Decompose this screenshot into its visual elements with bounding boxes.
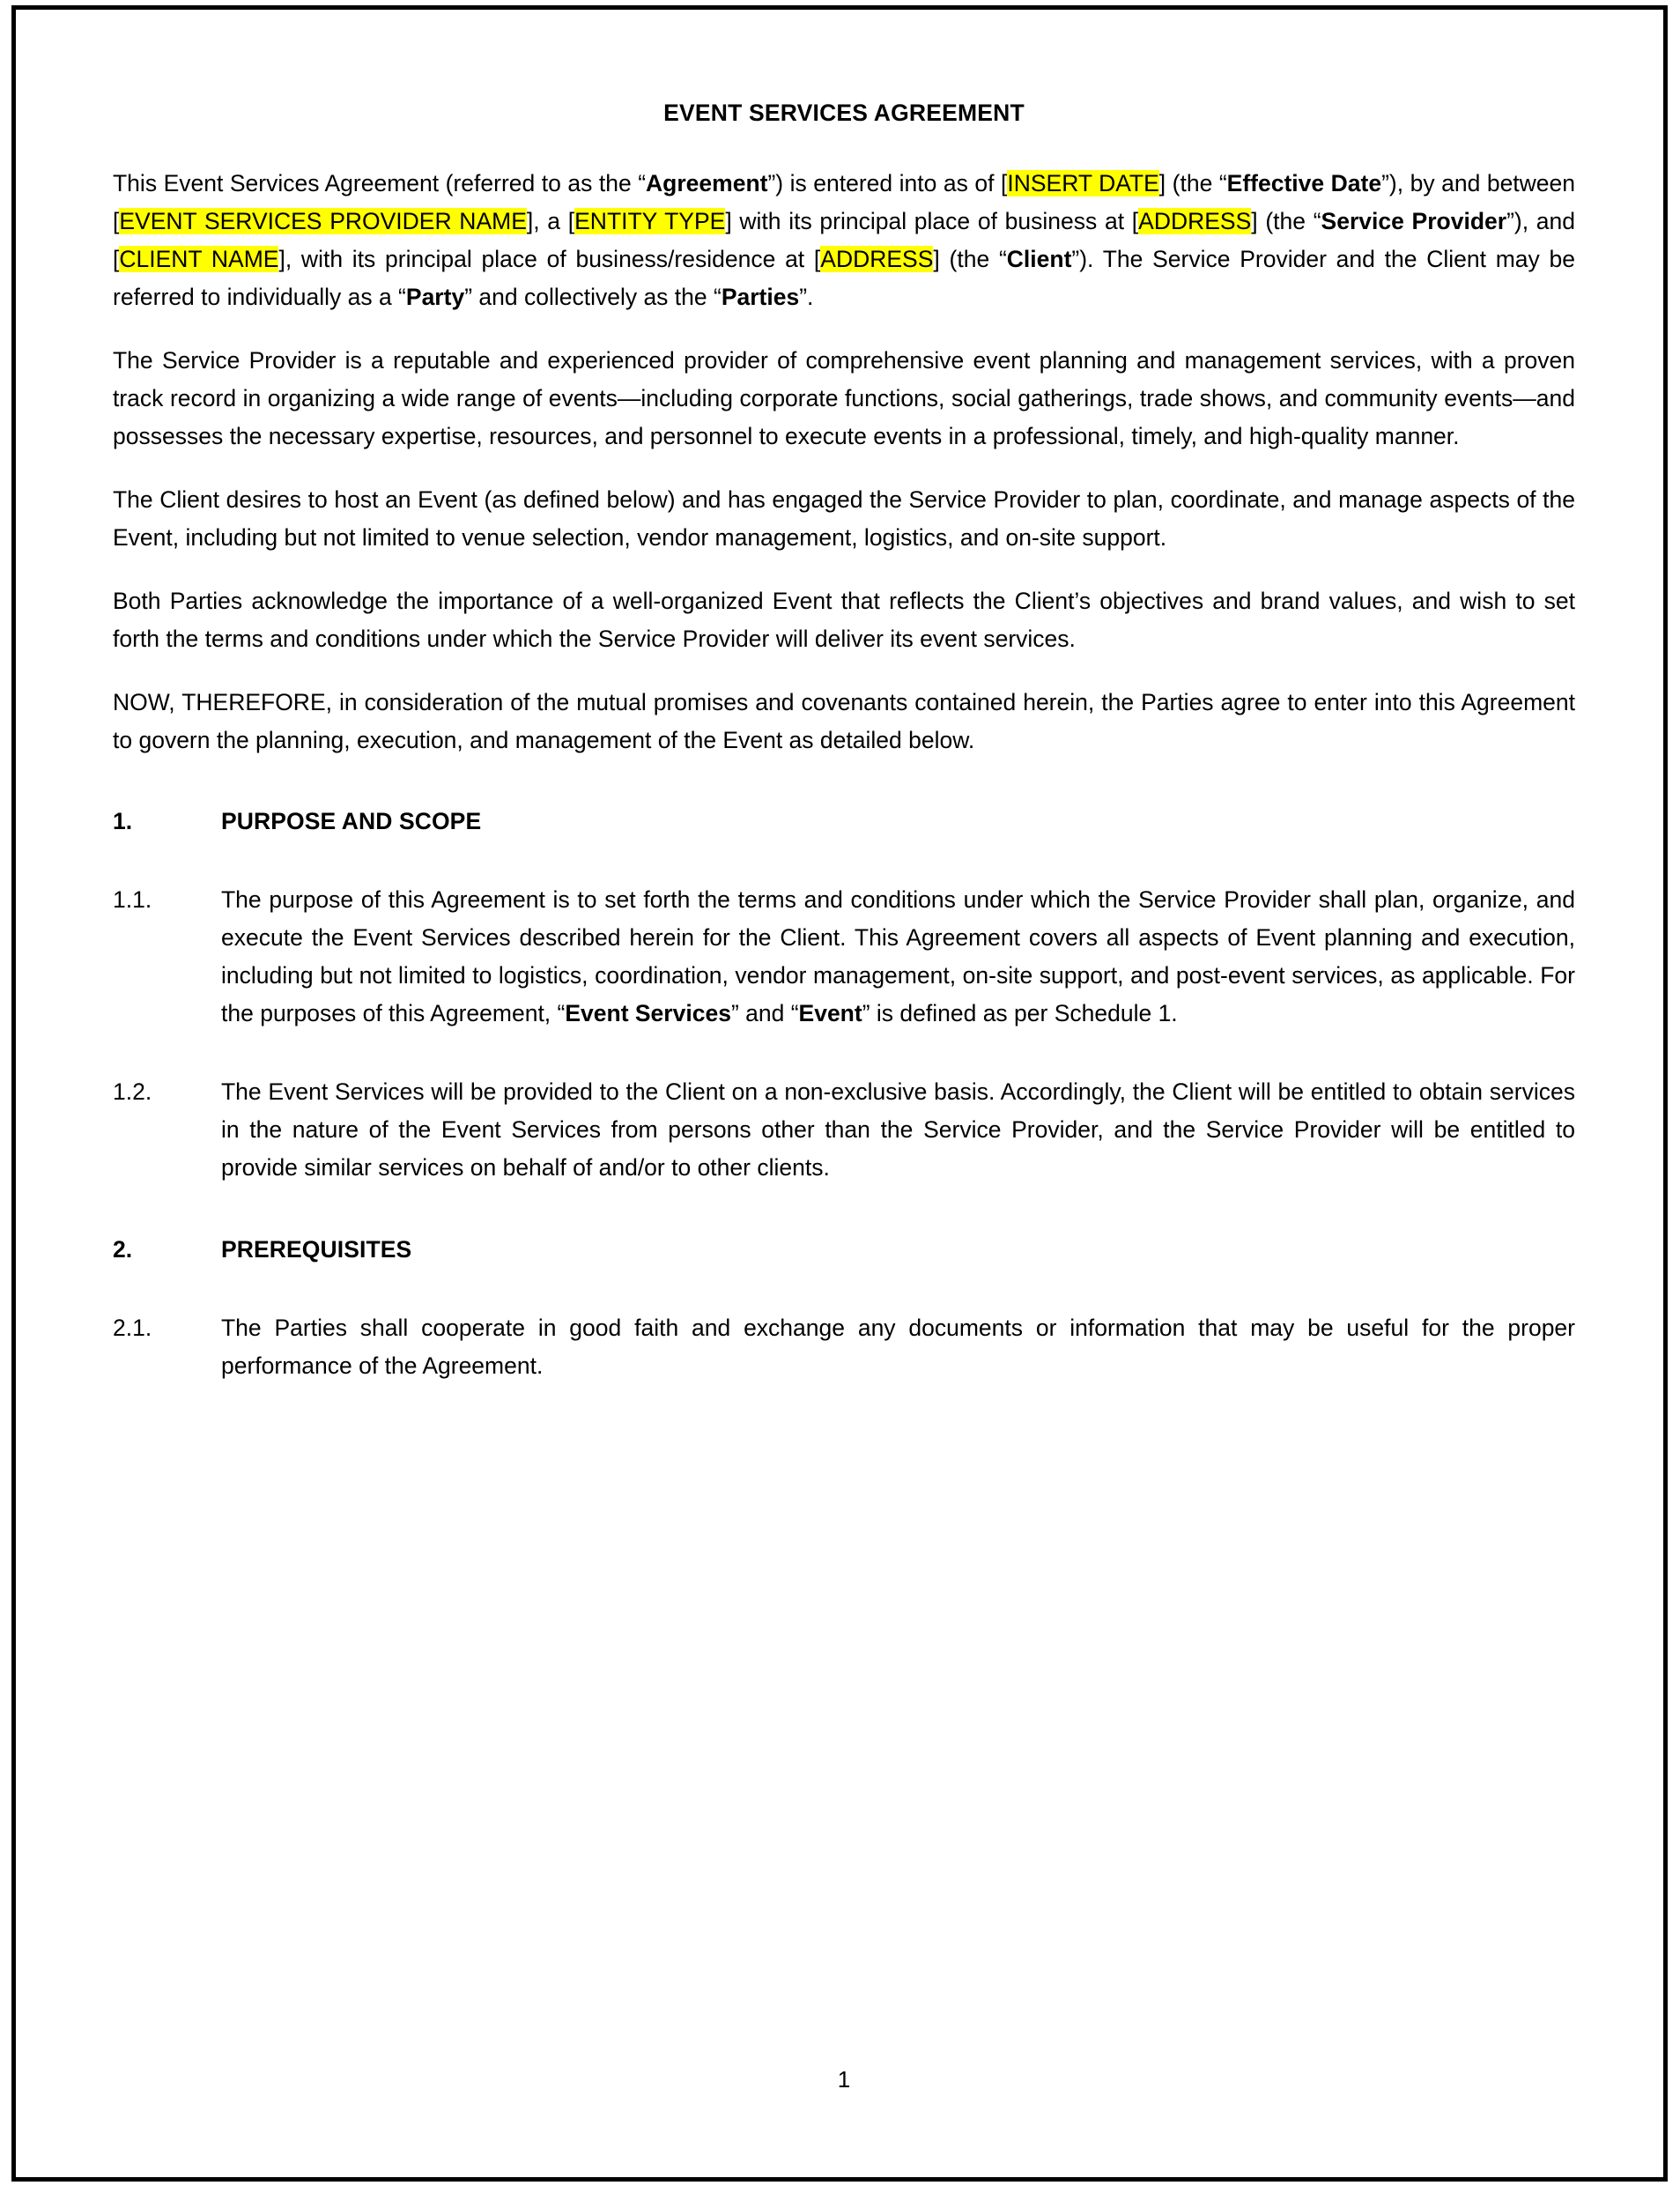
preamble-paragraph-3: The Client desires to host an Event (as defined below) and has engaged the Service Provider to plan, coordinate, and manage aspects of the Event, including but not limited to venue selection, vendor management, logistics, and on-site support.	[113, 485, 1575, 551]
preamble-text: ” and collectively as the “	[464, 284, 722, 311]
section-number: 1.	[113, 808, 133, 835]
placeholder-insert-date: INSERT DATE	[1007, 170, 1159, 197]
preamble-text: ] (the “	[1158, 170, 1227, 197]
clause-number: 1.1.	[113, 886, 152, 914]
section-number: 2.	[113, 1235, 133, 1263]
clause-text: The Event Services will be provided to the Client on a non-exclusive basis. Accordingly, the Client will be entitled to obtain services in the nature of the Event Services from persons other than the Service Provider, and the Service Provider will be entitled to provide similar services on behalf of and/or to other clients.	[221, 1078, 1575, 1181]
placeholder-client-name: CLIENT NAME	[119, 246, 279, 273]
placeholder-provider-address: ADDRESS	[1138, 208, 1252, 235]
clause-text-part: ” and “	[730, 1000, 799, 1027]
preamble-text: ], a [	[526, 208, 575, 235]
defined-term-client: Client	[1006, 246, 1072, 273]
document-page	[11, 5, 1668, 2182]
preamble-text: ”). The Service Provider and the Client may be referred to individually as a “	[113, 246, 1576, 311]
preamble-paragraph-5: NOW, THEREFORE, in consideration of the mutual promises and covenants contained herein, the Parties agree to enter into this Agreement to govern the planning, execution, and management of the Event as detailed below.	[113, 688, 1575, 753]
defined-term-parties: Parties	[721, 284, 800, 311]
clause-1-2	[113, 1073, 1575, 1187]
defined-term-effective-date: Effective Date	[1226, 170, 1382, 197]
preamble-text: ], with its principal place of business/residence at [	[278, 246, 821, 273]
defined-term-agreement: Agreement	[646, 170, 768, 197]
preamble-paragraph-2: The Service Provider is a reputable and experienced provider of comprehensive event planning and management services, with a proven track record in organizing a wide range of events—including corporate functions, social gatherings, trade shows, and community events—and possesses the necessary expertise, resources, and personnel to execute events in a professional, timely, and high-quality manner.	[113, 347, 1575, 449]
preamble-text: ] (the “	[1251, 208, 1321, 235]
clause-1-1	[113, 881, 1575, 1033]
preamble-text: ] with its principal place of business at [	[725, 208, 1139, 235]
placeholder-client-address: ADDRESS	[820, 246, 934, 273]
defined-term-party: Party	[405, 284, 465, 311]
preamble-text: ”), and [	[113, 208, 1575, 273]
clause-2-1	[113, 1309, 1575, 1385]
clause-number: 2.1.	[113, 1314, 152, 1341]
preamble-text: ”.	[799, 284, 814, 311]
section-heading-2	[113, 1231, 1575, 1269]
clause-text-part: The purpose of this Agreement is to set forth the terms and conditions under which the Service Provider shall plan, organize, and execute the Event Services described herein for the Client. This Agreement covers all aspects of Event planning and execution, including but not limited to logistics, coordination, vendor management, on-site support, and post-event services, as applicable. For the purposes of this Agreement, “	[221, 886, 1575, 1027]
clause-text-part: ” is defined as per Schedule 1.	[862, 1000, 1178, 1027]
preamble-paragraph-4: Both Parties acknowledge the importance of a well-organized Event that reflects the Client’s objectives and brand values, and wish to set forth the terms and conditions under which the Service Provider will deliver its event services.	[113, 587, 1575, 652]
preamble-text: ”) is entered into as of [	[767, 170, 1008, 197]
placeholder-entity-type: ENTITY TYPE	[574, 208, 726, 235]
placeholder-provider-name: EVENT SERVICES PROVIDER NAME	[119, 208, 527, 235]
section-heading-1	[113, 803, 1575, 841]
section-title: PREREQUISITES	[221, 1235, 412, 1263]
section-title: PURPOSE AND SCOPE	[221, 808, 482, 835]
clause-text	[221, 881, 1575, 1033]
clause-number: 1.2.	[113, 1078, 152, 1106]
preamble-text: ] (the “	[933, 246, 1007, 273]
defined-term-service-provider: Service Provider	[1321, 208, 1507, 235]
defined-term-event-services: Event Services	[565, 1000, 731, 1027]
page-title: EVENT SERVICES AGREEMENT	[663, 100, 1025, 126]
preamble-text: This Event Services Agreement (referred to as the “	[113, 170, 647, 197]
preamble-paragraph-1	[113, 165, 1575, 316]
document-body	[113, 98, 1575, 1426]
preamble-text: ”), by and between [	[113, 170, 1576, 235]
defined-term-event: Event	[798, 1000, 862, 1027]
clause-text: The Parties shall cooperate in good faith and exchange any documents or information that may be useful for the proper performance of the Agreement.	[221, 1314, 1575, 1379]
page-number: 1	[837, 2066, 851, 2093]
